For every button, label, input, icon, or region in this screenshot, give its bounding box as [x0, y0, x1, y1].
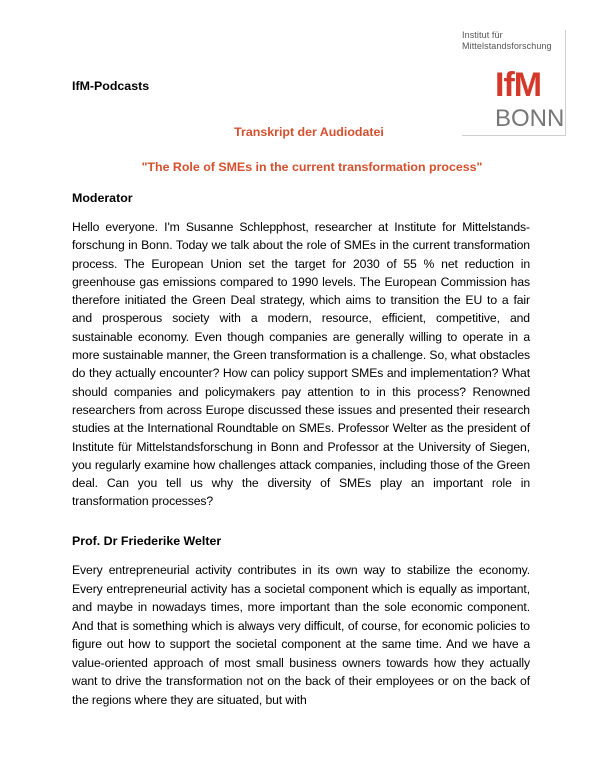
document-type-title: Transkript der Audiodatei [234, 125, 384, 139]
moderator-transcript-paragraph: Hello everyone. I'm Susanne Schlepphost, researcher at Institute for Mittelstands-forschung in Bonn. Today we talk about the role of SMEs in the current transformation process. The European Union set the target for 2030 of 55 % net reduction in greenhouse gas emissions compared to 1990 levels. The European Commission has therefore initiated the Green Deal strategy, which aims to transition the EU to a fair and prosperous society with a modern, resource, efficient, competitive, and sustainable economy. Even though companies are generally willing to operate in a more sustainable manner, the Green transformation is a challenge. So, what obstacles do they actually encounter? How can policy support SMEs and implementation? What should companies and policymakers pay attention to in this process? Renowned researchers from across Europe discussed these issues and presented their research studies at the International Roundtable on SMEs. Professor Welter as the president of Institute für Mittelstandsforschung in Bonn and Professor at the University of Siegen, you regularly examine how challenges attack companies, including those of the Green deal. Can you tell us why the diversity of SMEs play an important role in transformation processes? [72, 220, 530, 509]
logo-city: BONN [495, 105, 565, 132]
episode-title: "The Role of SMEs in the current transformation process" [141, 160, 483, 174]
ifm-bonn-logo [462, 30, 566, 136]
welter-transcript-paragraph: Every entrepreneurial activity contributes in its own way to stabilize the economy. Every entrepreneurial activity has a societal component which is equally as important, and maybe in nowadays times, more important than the sole economic component. And that is something which is always very difficult, of course, for economic policies to figure out how to support the societal component at the same time. And we have a value-oriented approach of most small business owners towards how they actually want to drive the transformation not on the back of their employees or on the back of the regions where they are situated, but with [72, 563, 530, 707]
logo-institute-line-2: Mittelstandsforschung [462, 41, 552, 51]
speaker-name-moderator: Moderator [72, 191, 133, 205]
speaker-name-welter: Prof. Dr Friederike Welter [72, 534, 222, 548]
podcast-series-label: IfM-Podcasts [72, 79, 150, 93]
logo-institute-line: Institut für [462, 30, 503, 40]
logo-brand-mark: IfM [495, 66, 542, 104]
